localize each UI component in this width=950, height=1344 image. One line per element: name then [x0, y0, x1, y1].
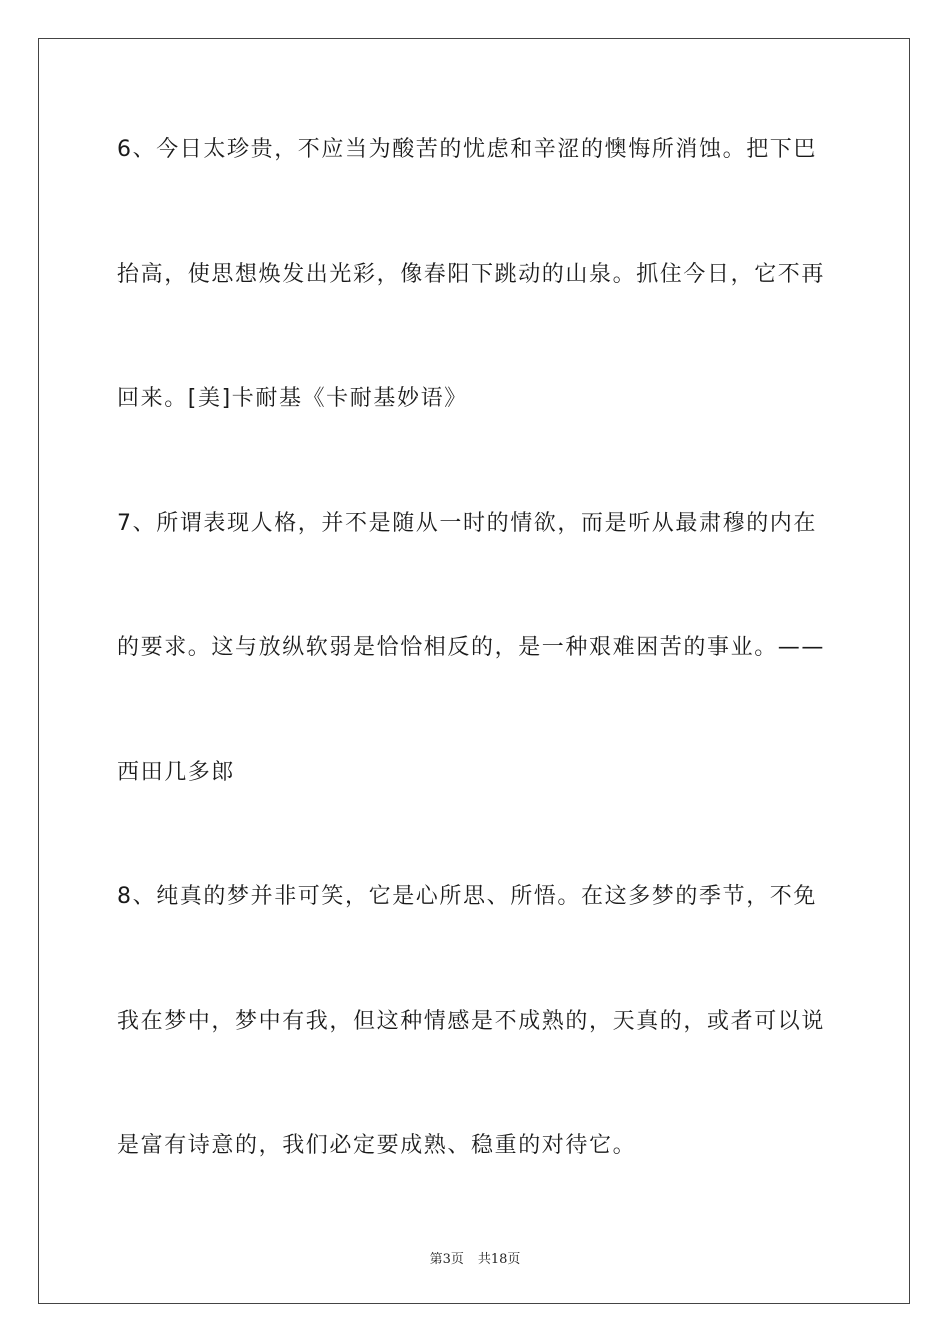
- text-line: 6、今日太珍贵，不应当为酸苦的忧虑和辛涩的懊悔所消蚀。把下巴: [117, 137, 817, 162]
- text-line: 8、纯真的梦并非可笑，它是心所思、所悟。在这多梦的季节，不免: [117, 884, 817, 909]
- page-total: 共18页: [477, 1252, 521, 1267]
- text-line: 西田几多郎: [117, 760, 236, 785]
- page-number: 第3页: [429, 1252, 464, 1267]
- page-frame: [38, 38, 910, 1304]
- text-line: 是富有诗意的，我们必定要成熟、稳重的对待它。: [117, 1133, 637, 1158]
- text-line: 回来。[美]卡耐基《卡耐基妙语》: [117, 386, 468, 411]
- page-footer: [0, 1248, 950, 1267]
- text-line: 的要求。这与放纵软弱是恰恰相反的，是一种艰难困苦的事业。——: [117, 635, 826, 660]
- text-line: 我在梦中，梦中有我，但这种情感是不成熟的，天真的，或者可以说: [117, 1009, 826, 1034]
- text-line: 7、所谓表现人格，并不是随从一时的情欲，而是听从最肃穆的内在: [117, 511, 817, 536]
- text-line: 抬高，使思想焕发出光彩，像春阳下跳动的山泉。抓住今日，它不再: [117, 262, 826, 287]
